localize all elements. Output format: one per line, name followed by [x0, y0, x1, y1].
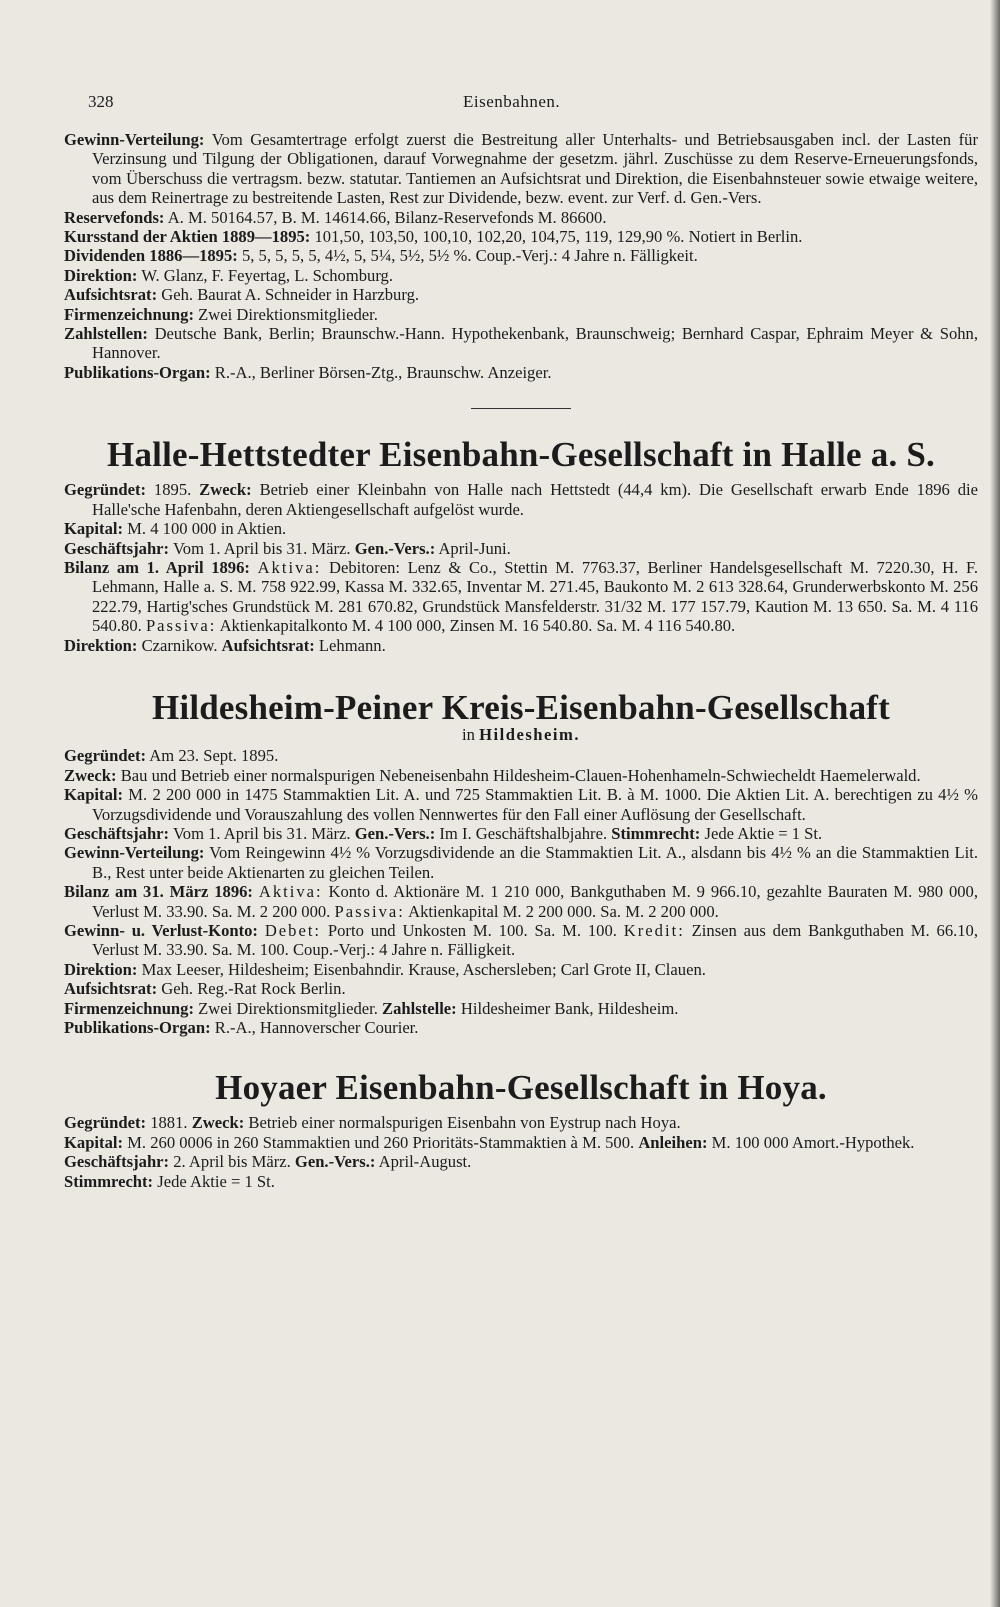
entry-dividenden [64, 246, 978, 265]
label-bilanz: Bilanz am 31. März 1896: [64, 882, 253, 902]
subtitle-city: Hildesheim. [479, 724, 580, 744]
text-bilanz-aktiva: Debitoren: Lenz & Co., Stettin M. 7763.37, Berliner Handelsgesellschaft M. 7220.30, H. F. Lehmann, Halle a. S. M. 758 922.99, Kassa M. 332.65, Inventar M. 271.45, Baukonto M. 2 613 328.64, Grunderwerbskonto M. 256 222.79, Hartig'sches Grundstück M. 281 670.82, Grundstück Mansfelderstr. 31/32 M. 177 157.79, Kaution M. 13 650. Sa. M. 4 116 540.80. [92, 557, 978, 636]
entry-firmenzeichnung [64, 305, 978, 324]
label-geschaeftsjahr: Geschäftsjahr: [64, 1152, 170, 1172]
text-bilanz-aktiva: Konto d. Aktionäre M. 1 210 000, Bankguthaben M. 9 966.10, gezahlte Bauraten M. 980 000, Verlust M. 33.90. Sa. M. 2 200 000. [92, 882, 978, 921]
text-aufsichtsrat: Lehmann. [318, 635, 386, 655]
entry-gegruendet-zweck [64, 480, 978, 519]
label-gegruendet: Gegründet: [64, 746, 147, 766]
text-direktion: Czarnikow. [141, 635, 218, 655]
entry-gewinn-verteilung [64, 843, 978, 882]
label-anleihen: Anleihen: [638, 1132, 708, 1152]
label-direktion: Direktion: [64, 635, 138, 655]
running-title: Eisenbahnen. [463, 92, 561, 111]
label-gewinn-verlust-konto: Gewinn- u. Verlust-Konto: [64, 921, 258, 940]
section-previous-company [64, 130, 978, 382]
text-bilanz-passiva: Aktienkapital M. 2 200 000. Sa. M. 2 200 000. [408, 901, 719, 921]
text-gewinn-verteilung: Vom Gesamtertrage erfolgt zuerst die Bestreitung aller Unterhalts- und Betriebsausgaben incl. der Lasten für Verzinsung und Tilgung der Obligationen, darauf Vorwegnahme der gesetzm. jährl. Zuschüsse zu dem Reserve-Erneuerungsfonds, vom Überschuss die vertragsm. bezw. statutar. Tantiemen an Aufsichtsrat und Direktion, die Eisenbahnsteuer sowie etwaige weitere, aus dem Reinertrage zu bestreitende Lasten, Rest zur Dividende, bezw. event. zur Verf. d. Gen.-Vers. [92, 130, 978, 208]
label-passiva: Passiva: [145, 616, 217, 636]
text-firmenzeichnung: Zwei Direktionsmitglieder. [198, 304, 378, 324]
entry-direktion [64, 266, 978, 285]
label-zahlstelle: Zahlstelle: [382, 998, 457, 1018]
text-kapital: M. 4 100 000 in Aktien. [127, 519, 287, 539]
label-zweck: Zweck: [199, 480, 252, 500]
text-bilanz-passiva: Aktienkapitalkonto M. 4 100 000, Zinsen M. 16 540.80. Sa. M. 4 116 540.80. [219, 616, 736, 636]
section-hoyaer [64, 1069, 978, 1191]
text-geschaeftsjahr: 2. April bis März. [173, 1152, 291, 1172]
text-firmenzeichnung: Zwei Direktionsmitglieder. [198, 998, 378, 1018]
label-gewinn-verteilung: Gewinn-Verteilung: [64, 130, 205, 149]
text-zweck: Betrieb einer normalspurigen Eisenbahn von Eystrup nach Hoya. [248, 1113, 681, 1133]
entry-publikations-organ [64, 1018, 978, 1037]
text-gegruendet: Am 23. Sept. 1895. [149, 746, 279, 766]
entry-kapital [64, 785, 978, 824]
label-publikations-organ: Publikations-Organ: [64, 362, 211, 382]
label-geschaeftsjahr: Geschäftsjahr: [64, 538, 170, 558]
section-hildesheim-peiner [64, 689, 978, 1038]
label-passiva: Passiva: [334, 901, 405, 921]
entry-publikations-organ [64, 363, 978, 382]
entry-geschaeftsjahr [64, 1152, 978, 1171]
text-reservefonds: A. M. 50164.57, B. M. 14614.66, Bilanz-Reservefonds M. 86600. [167, 207, 607, 227]
entry-reservefonds [64, 208, 978, 227]
label-zweck: Zweck: [64, 765, 117, 785]
label-aufsichtsrat: Aufsichtsrat: [221, 635, 315, 655]
company-title-hildesheim: Hildesheim-Peiner Kreis-Eisenbahn-Gesellschaft [151, 687, 890, 727]
text-gegruendet: 1881. [150, 1113, 188, 1133]
entry-gegruendet-zweck [64, 1113, 978, 1132]
label-aufsichtsrat: Aufsichtsrat: [64, 285, 158, 305]
text-zweck: Bau und Betrieb einer normalspurigen Nebeneisenbahn Hildesheim-Clauen-Hohenhameln-Schwiecheldt Haemelerwald. [120, 765, 921, 785]
text-gen-vers: April-Juni. [438, 538, 511, 558]
label-aktiva: Aktiva: [258, 882, 323, 902]
text-gen-vers: Im I. Geschäftshalbjahre. [439, 823, 608, 843]
label-kursstand: Kursstand der Aktien 1889—1895: [64, 227, 311, 247]
text-aufsichtsrat: Geh. Baurat A. Schneider in Harzburg. [161, 285, 420, 305]
section-halle-hettstedter [64, 436, 978, 655]
label-stimmrecht: Stimmrecht: [611, 823, 701, 843]
entry-kursstand [64, 227, 978, 246]
text-geschaeftsjahr: Vom 1. April bis 31. März. [172, 823, 351, 843]
label-kapital: Kapital: [64, 1132, 124, 1152]
text-direktion: Max Leeser, Hildesheim; Eisenbahndir. Krause, Aschersleben; Carl Grote II, Clauen. [141, 959, 706, 979]
label-aktiva: Aktiva: [257, 557, 322, 577]
entry-aufsichtsrat [64, 979, 978, 998]
label-publikations-organ: Publikations-Organ: [64, 1018, 211, 1038]
text-gen-vers: April-August. [378, 1152, 472, 1172]
text-dividenden: 5, 5, 5, 5, 5, 4½, 5, 5¼, 5½, 5½ %. Coup.-Verj.: 4 Jahre n. Fälligkeit. [241, 246, 698, 266]
entry-gegruendet [64, 746, 978, 765]
entry-direktion-aufsichtsrat [64, 636, 978, 655]
text-debet: Porto und Unkosten M. 100. Sa. M. 100. [327, 921, 617, 940]
label-kapital: Kapital: [64, 519, 124, 539]
label-zahlstellen: Zahlstellen: [64, 324, 148, 344]
entry-zahlstellen [64, 324, 978, 363]
entry-zweck [64, 766, 978, 785]
text-geschaeftsjahr: Vom 1. April bis 31. März. [172, 538, 351, 558]
entry-stimmrecht [64, 1172, 978, 1191]
entry-kapital [64, 1133, 978, 1152]
text-zweck: Betrieb einer Kleinbahn von Halle nach Hettstedt (44,4 km). Die Gesellschaft erwarb Ende 1896 die Halle'sche Hafenbahn, deren Aktiengesellschaft aufgelöst wurde. [92, 480, 978, 519]
label-stimmrecht: Stimmrecht: [64, 1171, 154, 1191]
label-kapital: Kapital: [64, 785, 124, 805]
text-zahlstelle: Hildesheimer Bank, Hildesheim. [460, 998, 679, 1018]
label-firmenzeichnung: Firmenzeichnung: [64, 304, 194, 324]
entry-gewinn-verteilung [64, 130, 978, 208]
section-divider [471, 408, 571, 409]
label-geschaeftsjahr: Geschäftsjahr: [64, 823, 170, 843]
text-publikations-organ: R.-A., Hannoverscher Courier. [214, 1018, 419, 1038]
entry-kapital [64, 519, 978, 538]
text-kapital: M. 260 0006 in 260 Stammaktien und 260 Prioritäts-Stammaktien à M. 500. [127, 1132, 635, 1152]
text-aufsichtsrat: Geh. Reg.-Rat Rock Berlin. [161, 979, 346, 999]
text-kursstand: 101,50, 103,50, 100,10, 102,20, 104,75, 119, 129,90 %. Notiert in Berlin. [314, 227, 803, 247]
entry-bilanz [64, 558, 978, 636]
label-gen-vers: Gen.-Vers.: [354, 538, 436, 558]
company-title-halle: Halle-Hettstedter Eisenbahn-Gesellschaft in Halle a. S. [107, 435, 935, 475]
label-zweck: Zweck: [191, 1113, 245, 1133]
text-gegruendet: 1895. [153, 480, 192, 500]
text-gewinn-verteilung: Vom Reingewinn 4½ % Vorzugsdividende an die Stammaktien Lit. A., alsdann bis 4½ % an die Stammaktien Lit. B., Rest unter beide Aktienarten zu gleichen Teilen. [92, 843, 978, 882]
label-bilanz: Bilanz am 1. April 1896: [64, 557, 250, 577]
text-stimmrecht: Jede Aktie = 1 St. [157, 1171, 275, 1191]
entry-direktion [64, 960, 978, 979]
company-subtitle [64, 725, 978, 744]
text-publikations-organ: R.-A., Berliner Börsen-Ztg., Braunschw. Anzeiger. [214, 362, 552, 382]
label-dividenden: Dividenden 1886—1895: [64, 246, 238, 266]
label-reservefonds: Reservefonds: [64, 207, 165, 227]
text-stimmrecht: Jede Aktie = 1 St. [704, 823, 823, 843]
entry-firmenzeichnung-zahlstelle [64, 999, 978, 1018]
label-debet: Debet: [264, 921, 322, 940]
label-kredit: Kredit: [623, 921, 685, 940]
label-firmenzeichnung: Firmenzeichnung: [64, 998, 194, 1018]
label-gegruendet: Gegründet: [64, 480, 147, 500]
text-kapital: M. 2 200 000 in 1475 Stammaktien Lit. A. und 725 Stammaktien Lit. B. à M. 1000. Die Aktien Lit. A. berechtigen zu 4½ % Vorzugsdividende und Vorauszahlung des vollen Nennwertes für den Fall einer Auflösung der Gesellschaft. [92, 785, 979, 824]
page-number: 328 [88, 92, 114, 111]
entry-aufsichtsrat [64, 285, 978, 304]
label-gen-vers: Gen.-Vers.: [294, 1152, 376, 1172]
company-title-hoya: Hoyaer Eisenbahn-Gesellschaft in Hoya. [215, 1068, 827, 1108]
label-direktion: Direktion: [64, 959, 138, 979]
subtitle-in: in [462, 724, 475, 744]
entry-geschaeftsjahr [64, 539, 978, 558]
entry-bilanz [64, 882, 978, 921]
label-gegruendet: Gegründet: [64, 1113, 147, 1133]
text-kredit: Zinsen aus dem Bankguthaben M. 66.10, Verlust M. 33.90. Sa. M. 100. Coup.-Verj.: 4 Jahre n. Fälligkeit. [92, 921, 979, 960]
label-direktion: Direktion: [64, 265, 138, 285]
text-direktion: W. Glanz, F. Feyertag, L. Schomburg. [141, 265, 394, 285]
text-zahlstellen: Deutsche Bank, Berlin; Braunschw.-Hann. Hypothekenbank, Braunschweig; Bernhard Caspar, Ephraim Meyer & Sohn, Hannover. [92, 324, 978, 363]
label-gewinn-verteilung: Gewinn-Verteilung: [64, 843, 205, 863]
entry-gewinn-verlust-konto [64, 921, 978, 960]
text-anleihen: M. 100 000 Amort.-Hypothek. [711, 1132, 915, 1152]
label-aufsichtsrat: Aufsichtsrat: [64, 979, 158, 999]
label-gen-vers: Gen.-Vers.: [354, 823, 436, 843]
entry-geschaeftsjahr [64, 824, 978, 843]
